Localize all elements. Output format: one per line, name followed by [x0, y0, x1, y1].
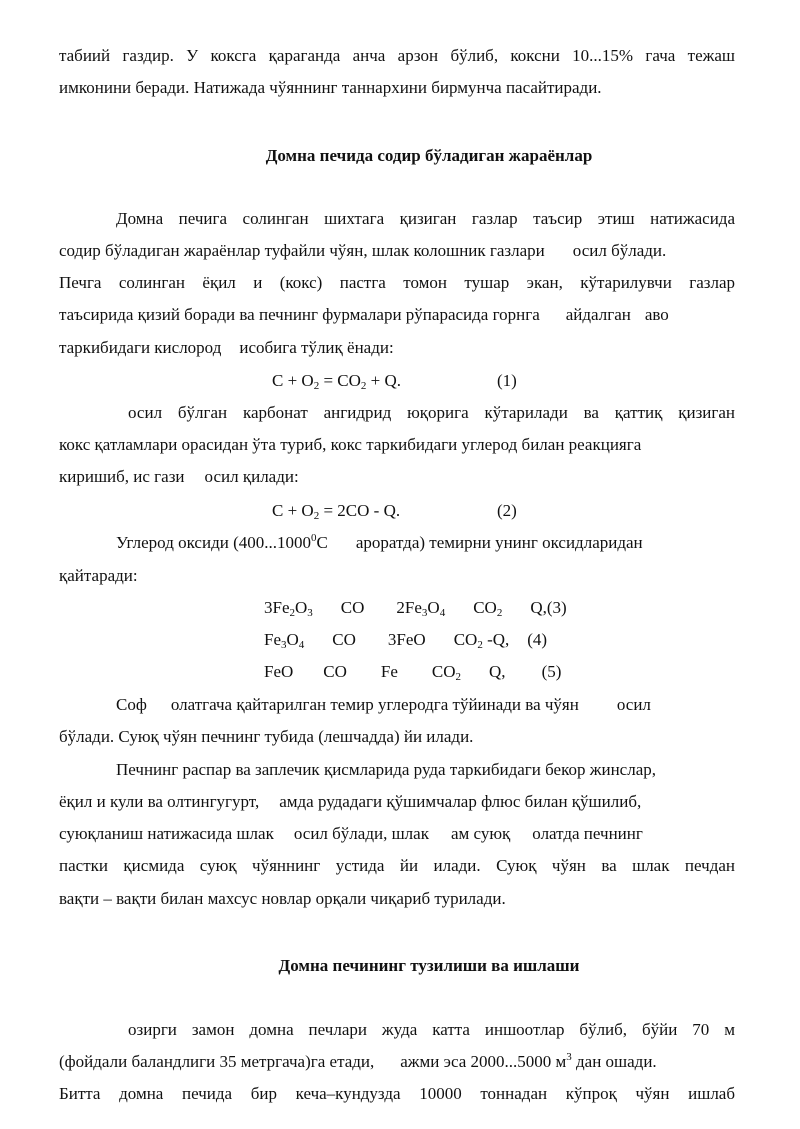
reaction-4: $Fe_3O_4$ CO 3FeO $CO_2$ -Q, (4): [264, 630, 548, 651]
paragraph-line: Печнинг распар ва заплечик қисмларида руда таркибидаги бекор жинслар,: [116, 760, 657, 779]
text-span: олатда печнинг: [532, 824, 643, 843]
text-span: киришиб, ис гази: [59, 467, 185, 486]
text-span: таркибидаги кислород: [59, 338, 222, 357]
text-span: осил қилади:: [204, 467, 299, 486]
text-span: осил бўлади, шлак: [293, 824, 429, 843]
paragraph-line: [59, 791, 735, 813]
text-span: таъсирида қизий боради ва печнинг фурмалари рўпарасида горнга: [59, 305, 540, 324]
paragraph-line: бўлади. Суюқ чўян печнинг тубида (лешчадда) йи илади.: [59, 727, 474, 746]
paragraph-line: озирги замон домна печлари жуда катта иншоотлар бўлиб, бўйи 70 м: [128, 1020, 735, 1039]
text-span: суюқланиш натижасида шлак: [59, 824, 274, 843]
paragraph-line: Домна печига солинган шихтага қизиган газлар таъсир этиш натижасида: [116, 209, 735, 228]
text-span: аво: [644, 305, 669, 324]
intro-line-1: табиий газдир. У коксга қараганда анча арзон бўлиб, коксни 10...15% гача тежаш: [59, 46, 735, 65]
paragraph-line: пастки қисмида суюқ чўяннинг устида йи илади. Суюқ чўян ва шлак печдан: [59, 856, 735, 875]
text-span: ёқил и кули ва олтингугурт,: [59, 792, 260, 811]
paragraph-line: вақти – вақти билан махсус новлар орқали чиқариб турилади.: [59, 889, 506, 908]
paragraph-line: қайтаради:: [59, 566, 138, 585]
paragraph-line: [116, 694, 735, 716]
text-span: (фойдали баландлиги 35 метргача)га етади,: [59, 1052, 375, 1071]
text-span: осил: [616, 695, 651, 714]
paragraph-line: осил бўлган карбонат ангидрид юқорига кўтарилади ва қаттиқ қизиган: [128, 403, 735, 422]
section-heading-processes: Домна печида содир бўладиган жараёнлар: [265, 146, 593, 165]
text-span: айдалган: [565, 305, 631, 324]
paragraph-line: [59, 823, 735, 845]
section-heading-structure: Домна печининг тузилиши ва ишлаши: [278, 956, 580, 975]
equation-2: $C + O_2 = 2CO - Q$.: [272, 501, 401, 522]
text-span: олатгача қайтарилган темир углеродга тўйинади ва чўян: [170, 695, 579, 714]
paragraph-line: Углерод оксиди (400...1000$^0$C ароратда) темирни унинг оксидларидан: [116, 532, 643, 552]
text-span: Соф: [116, 695, 147, 714]
paragraph-line: [59, 337, 735, 359]
text-span: ам суюқ: [450, 824, 511, 843]
reaction-5: FeO CO Fe $CO_2$ Q, (5): [264, 662, 562, 683]
intro-line-2: имконини беради. Натижада чўяннинг таннархини бирмунча пасайтиради.: [59, 78, 602, 97]
paragraph-line: [59, 304, 735, 326]
paragraph-line: Битта домна печида бир кеча–кундузда 10000 тоннадан кўпроқ чўян ишлаб: [59, 1084, 735, 1103]
text-span: содир бўладиган жараёнлар туфайли чўян, шлак колошник газлари: [59, 241, 545, 260]
paragraph-line: Печга солинган ёқил и (кокс) пастга томон тушар экан, кўтарилувчи газлар: [59, 273, 735, 292]
paragraph-line: кокс қатламлари орасидан ўта туриб, кокс таркибидаги углерод билан реакцияга: [59, 435, 642, 454]
text-span: ароратда) темирни унинг оксидларидан: [355, 533, 643, 552]
text-span: амда рудадаги қўшимчалар флюс билан қўшилиб,: [279, 792, 642, 811]
text-span: исобига тўлиқ ёнади:: [239, 338, 394, 357]
equation-number: (1): [497, 371, 517, 390]
paragraph-line: [59, 466, 735, 488]
text-span: Углерод оксиди (400...1000: [116, 533, 311, 552]
paragraph-line: (фойдали баландлиги 35 метргача)га етади, ажми эса 2000...5000 $м^3$ дан ошади.: [59, 1051, 657, 1071]
reaction-3: $3Fe_2O_3$ CO $2Fe_3O_4$ $CO_2$ Q,(3): [264, 598, 567, 619]
paragraph-line: [59, 240, 735, 262]
equation-1: $C + O_2 = CO_2 + Q$.: [272, 371, 402, 392]
text-span: ажми эса 2000...5000 м: [400, 1052, 567, 1071]
equation-number: (2): [497, 501, 517, 520]
text-span: осил бўлади.: [572, 241, 667, 260]
